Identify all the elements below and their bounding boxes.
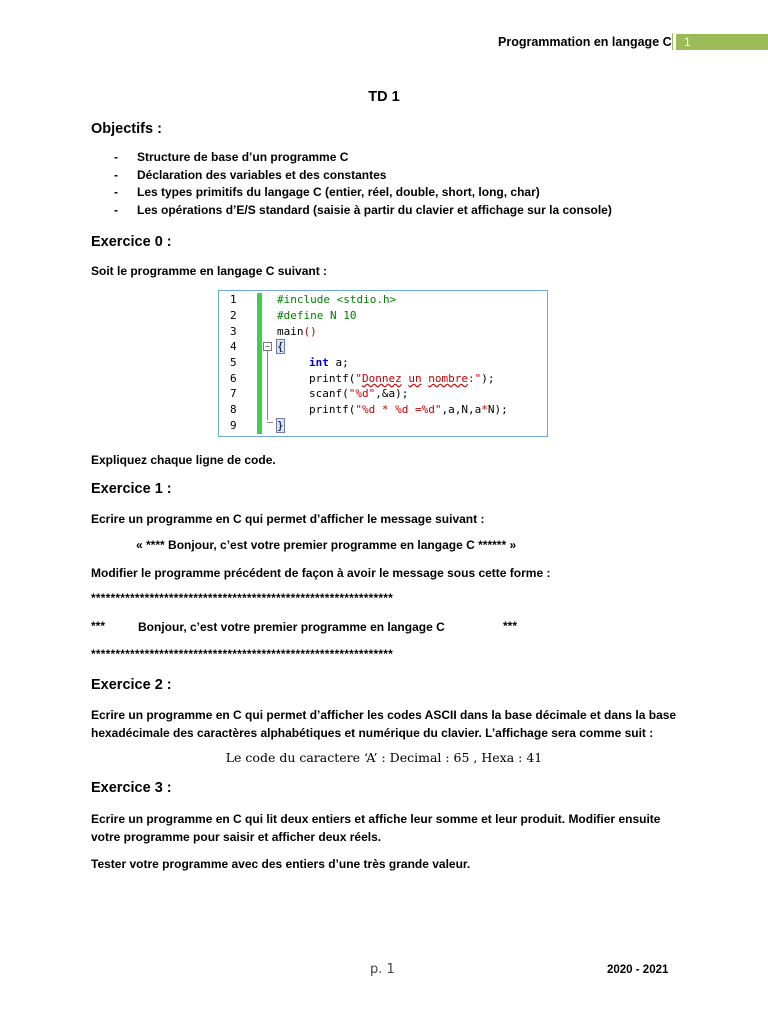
header-page-badge: 1 — [676, 34, 768, 50]
exercice-2-text-1: Ecrire un programme en C qui permet d’afficher les codes ASCII dans la base décimale et dans la base — [91, 708, 677, 722]
header-separator — [672, 33, 673, 50]
boxed-message: Bonjour, c’est votre premier programme en langage C — [138, 620, 445, 634]
footer-year: 2020 - 2021 — [607, 964, 669, 976]
document-title: TD 1 — [368, 89, 400, 105]
exercice-3-text-2: votre programme pour saisir et afficher deux réels. — [91, 830, 382, 844]
exercice-2-text-2: hexadécimale des caractères alphabétiques et numérique du clavier. L’affichage sera comme suit : — [91, 726, 654, 740]
exercice-3-text-1: Ecrire un programme en C qui lit deux entiers et affiche leur somme et leur produit. Modifier ensuite — [91, 812, 661, 826]
code-line: 4 − { — [230, 340, 284, 353]
running-header-title: Programmation en langage C — [498, 35, 672, 49]
code-line: 3 main() — [230, 325, 317, 338]
exercice-0-heading: Exercice 0 : — [91, 234, 172, 250]
exercice-3-heading: Exercice 3 : — [91, 780, 172, 796]
message-quote: « **** Bonjour, c’est votre premier programme en langage C ****** » — [136, 538, 517, 552]
ascii-example: Le code du caractere ‘A’ : Decimal : 65 , Hexa : 41 — [225, 750, 543, 765]
stars-line-bottom: ************************************************************** — [91, 647, 393, 661]
collapse-icon[interactable]: − — [263, 342, 272, 351]
stars-right: *** — [503, 619, 518, 633]
code-line: 5 int a; — [230, 356, 349, 369]
stars-line-top: ************************************************************** — [91, 591, 393, 605]
exercice-3-text-3: Tester votre programme avec des entiers d’une très grande valeur. — [91, 857, 471, 871]
footer-page-number: p. 1 — [370, 962, 395, 977]
exercice-1-text-2: Modifier le programme précédent de façon à avoir le message sous cette forme : — [91, 566, 551, 580]
exercice-2-heading: Exercice 2 : — [91, 677, 172, 693]
code-listing — [218, 290, 548, 437]
stars-left: *** — [91, 619, 106, 633]
code-line: 9 } — [230, 419, 284, 432]
exercice-0-outro: Expliquez chaque ligne de code. — [91, 453, 276, 467]
exercice-1-heading: Exercice 1 : — [91, 481, 172, 497]
code-line: 7 scanf("%d",&a); — [230, 387, 409, 400]
exercice-0-intro: Soit le programme en langage C suivant : — [91, 264, 328, 278]
code-line: 6 printf("Donnez un nombre:"); — [230, 372, 495, 385]
objectifs-heading: Objectifs : — [91, 121, 162, 137]
code-line: 8 printf("%d * %d =%d",a,N,a*N); — [230, 403, 508, 416]
code-line: 1 #include <stdio.h> — [230, 293, 397, 306]
exercice-1-text: Ecrire un programme en C qui permet d’afficher le message suivant : — [91, 512, 485, 526]
code-line: 2 #define N 10 — [230, 309, 357, 322]
